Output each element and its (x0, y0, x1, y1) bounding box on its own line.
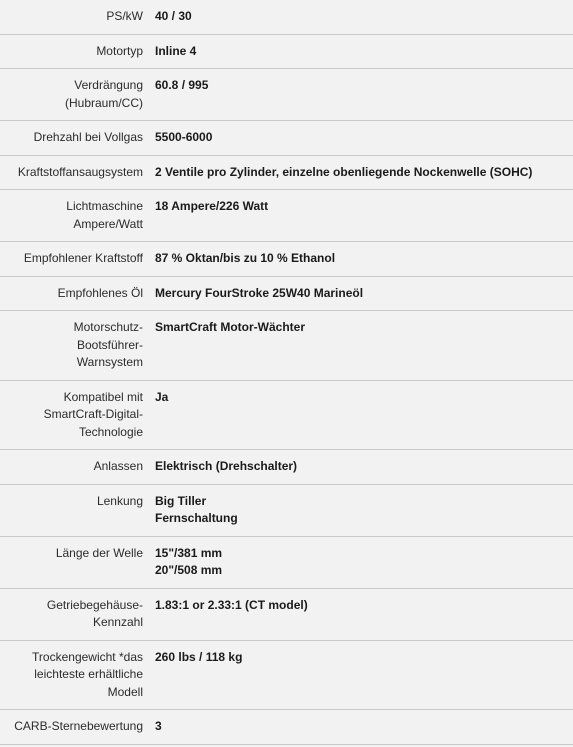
spec-row (0, 588, 573, 640)
spec-value (147, 450, 573, 485)
spec-row (0, 311, 573, 381)
spec-label (0, 34, 147, 69)
spec-row (0, 190, 573, 242)
spec-label-line: Kompatibel mit (63, 389, 143, 404)
spec-value (147, 155, 573, 190)
spec-value-line: Mercury FourStroke 25W40 Marineöl (155, 285, 364, 300)
spec-row (0, 242, 573, 277)
spec-row (0, 536, 573, 588)
spec-row (0, 69, 573, 121)
spec-value-line: 40 / 30 (155, 9, 192, 23)
spec-row (0, 450, 573, 485)
spec-value (147, 0, 573, 34)
spec-value-line: 3 (155, 719, 162, 733)
spec-value-line: 5500-6000 (155, 130, 213, 144)
spec-label-line: Ampere/Watt (73, 216, 143, 231)
spec-label-line: Empfohlenes Öl (57, 285, 143, 300)
spec-label (0, 155, 147, 190)
spec-row (0, 34, 573, 69)
spec-label (0, 69, 147, 121)
spec-value (147, 710, 573, 745)
spec-row (0, 710, 573, 745)
spec-value (147, 380, 573, 450)
spec-value (147, 190, 573, 242)
spec-label (0, 311, 147, 381)
spec-value-line: 20"/508 mm (155, 563, 223, 577)
spec-label-line: Verdrängung (74, 78, 143, 92)
spec-label-line: Drehzahl bei Vollgas (33, 130, 143, 144)
spec-value-line: Ja (155, 389, 169, 404)
spec-label-line: Motorschutz- (73, 320, 143, 334)
spec-label (0, 380, 147, 450)
spec-label (0, 536, 147, 588)
spec-label-line: Motortyp (96, 43, 143, 58)
spec-row (0, 0, 573, 34)
spec-label-line: Lenkung (96, 493, 143, 508)
spec-label-line: Empfohlener Kraftstoff (23, 251, 143, 265)
spec-label-line: Warnsystem (76, 355, 143, 369)
spec-label-line: Kennzahl (92, 615, 143, 629)
spec-value (147, 588, 573, 640)
spec-value-line: 1.83:1 or 2.33:1 (CT model) (155, 597, 308, 612)
spec-label-line: Kraftstoffansaugsystem (17, 164, 143, 179)
spec-label-line: Lichtmaschine (66, 199, 143, 213)
spec-label (0, 710, 147, 745)
spec-label (0, 121, 147, 156)
spec-label (0, 640, 147, 710)
spec-value-line: Inline 4 (155, 43, 197, 58)
spec-value-line: Fernschaltung (155, 511, 238, 525)
spec-label (0, 484, 147, 536)
spec-value-line: 260 lbs / 118 kg (155, 649, 243, 664)
spec-label-line: Bootsführer- (76, 337, 143, 352)
spec-value (147, 276, 573, 311)
spec-value-line: 87 % Oktan/bis zu 10 % Ethanol (155, 251, 336, 265)
spec-label-line: PS/kW (106, 9, 143, 23)
spec-value (147, 69, 573, 121)
spec-value (147, 121, 573, 156)
spec-value (147, 311, 573, 381)
spec-value (147, 34, 573, 69)
spec-label-line: Länge der Welle (55, 545, 143, 560)
spec-value-line: SmartCraft Motor-Wächter (155, 320, 306, 334)
spec-label-line: Trockengewicht *das (32, 649, 143, 664)
spec-label-line: (Hubraum/CC) (64, 95, 143, 110)
spec-label (0, 588, 147, 640)
spec-value-line: 2 Ventile pro Zylinder, einzelne obenliegende Nockenwelle (SOHC) (155, 164, 533, 179)
spec-label (0, 242, 147, 277)
spec-label-line: Modell (107, 684, 143, 699)
spec-value (147, 484, 573, 536)
spec-value (147, 536, 573, 588)
spec-value-line: Big Tiller (155, 493, 207, 508)
spec-label-line: leichteste erhältliche (34, 667, 143, 681)
spec-row (0, 155, 573, 190)
spec-label (0, 0, 147, 34)
spec-label-line: SmartCraft-Digital- (43, 407, 143, 421)
spec-row (0, 276, 573, 311)
spec-label (0, 276, 147, 311)
spec-label-line: Getriebegehäuse- (46, 597, 143, 612)
spec-row (0, 640, 573, 710)
spec-label (0, 450, 147, 485)
spec-label-line: Technologie (78, 424, 143, 439)
spec-row (0, 121, 573, 156)
spec-row (0, 380, 573, 450)
spec-label-line: Anlassen (93, 459, 143, 473)
spec-row (0, 484, 573, 536)
spec-value-line: 15"/381 mm (155, 545, 223, 560)
spec-label-line: CARB-Sternebewertung (14, 719, 143, 733)
spec-value-line: 60.8 / 995 (155, 78, 209, 92)
spec-label (0, 190, 147, 242)
spec-value (147, 640, 573, 710)
spec-value-line: Elektrisch (Drehschalter) (155, 459, 298, 473)
spec-value (147, 242, 573, 277)
spec-value-line: 18 Ampere/226 Watt (155, 199, 269, 213)
